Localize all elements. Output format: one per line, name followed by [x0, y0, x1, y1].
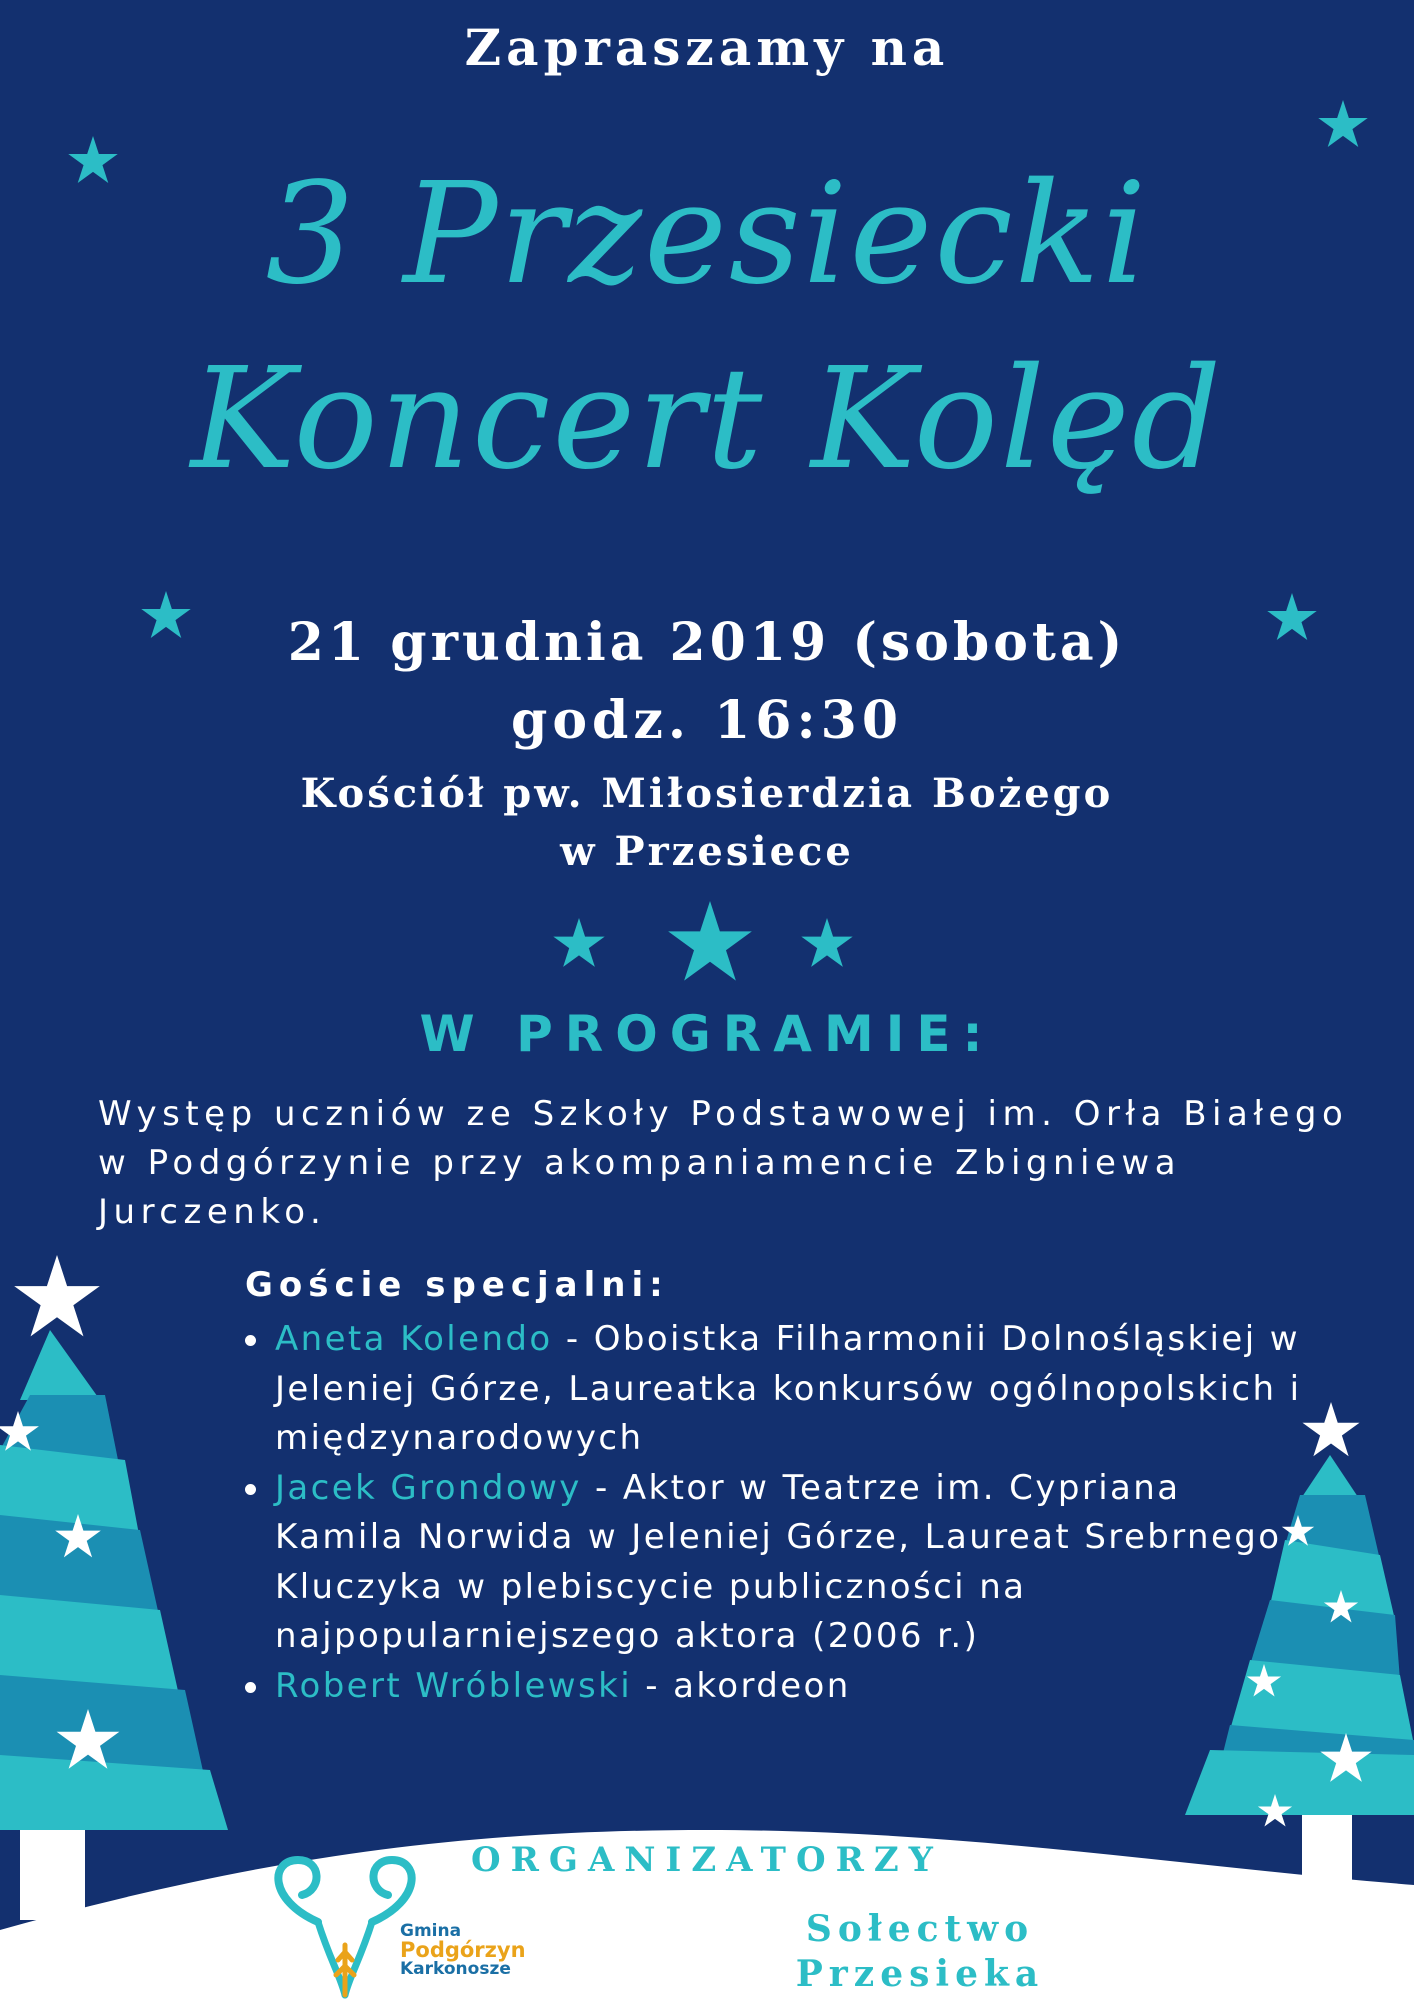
- guest-name: Aneta Kolendo: [275, 1319, 553, 1359]
- star-icon: [668, 901, 752, 981]
- event-date: 21 grudnia 2019 (sobota): [287, 612, 1127, 673]
- star-icon: [801, 918, 852, 967]
- guests-list: [245, 1315, 1305, 1711]
- star-icon: [14, 1255, 100, 1336]
- program-heading: W PROGRAMIE:: [419, 1005, 995, 1063]
- event-place-line1: Kościół pw. Miłosierdzia Bożego: [300, 770, 1114, 817]
- guest-description: - akordeon: [632, 1665, 851, 1706]
- guest-description: - Aktor w Teatrze im. Cypriana Kamila Norwida w Jeleniej Górze, Laureat Srebrnego Kluczyka w plebiscycie publiczności na najpopularniejszego aktora (2006 r.): [275, 1467, 1282, 1656]
- invite-heading: Zapraszamy na: [464, 18, 950, 77]
- list-item: [245, 1464, 1305, 1662]
- program-description: Występ uczniów ze Szkoły Podstawowej im. Orła Białego w Podgórzynie przy akompaniamencie Zbigniewa Jurczenko.: [98, 1094, 1349, 1232]
- event-title-line2: Koncert Kolęd: [190, 338, 1224, 501]
- gmina-region: Karkonosze: [400, 1959, 511, 1979]
- guest-name: Robert Wróblewski: [275, 1665, 633, 1706]
- guest-name: Jacek Grondowy: [275, 1467, 582, 1508]
- event-time: godz. 16:30: [510, 690, 904, 751]
- solectwo-line2: Przesieka: [795, 1953, 1045, 1995]
- gmina-label: Gmina: [400, 1921, 462, 1941]
- guests-heading: Goście specjalni:: [245, 1265, 669, 1305]
- solectwo-line1: Sołectwo: [805, 1908, 1035, 1950]
- gmina-logo-text: [400, 1922, 526, 1979]
- christmas-tree-left: [0, 1255, 228, 1920]
- star-icon: [553, 918, 604, 967]
- guest-description: - Oboistka Filharmonii Dolnośląskiej w Jeleniej Górze, Laureatka konkursów ogólnopolskich i międzynarodowych: [275, 1319, 1302, 1458]
- event-title-line1: 3 Przesiecki: [265, 153, 1149, 316]
- star-icon: [1318, 100, 1367, 147]
- list-item: [245, 1315, 1305, 1464]
- list-item: [245, 1662, 1305, 1712]
- gmina-name: Podgórzyn: [400, 1938, 526, 1962]
- organizers-heading: ORGANIZATORZY: [471, 1840, 943, 1880]
- event-place-line2: w Przesiece: [560, 828, 854, 875]
- star-icon: [1302, 1402, 1359, 1456]
